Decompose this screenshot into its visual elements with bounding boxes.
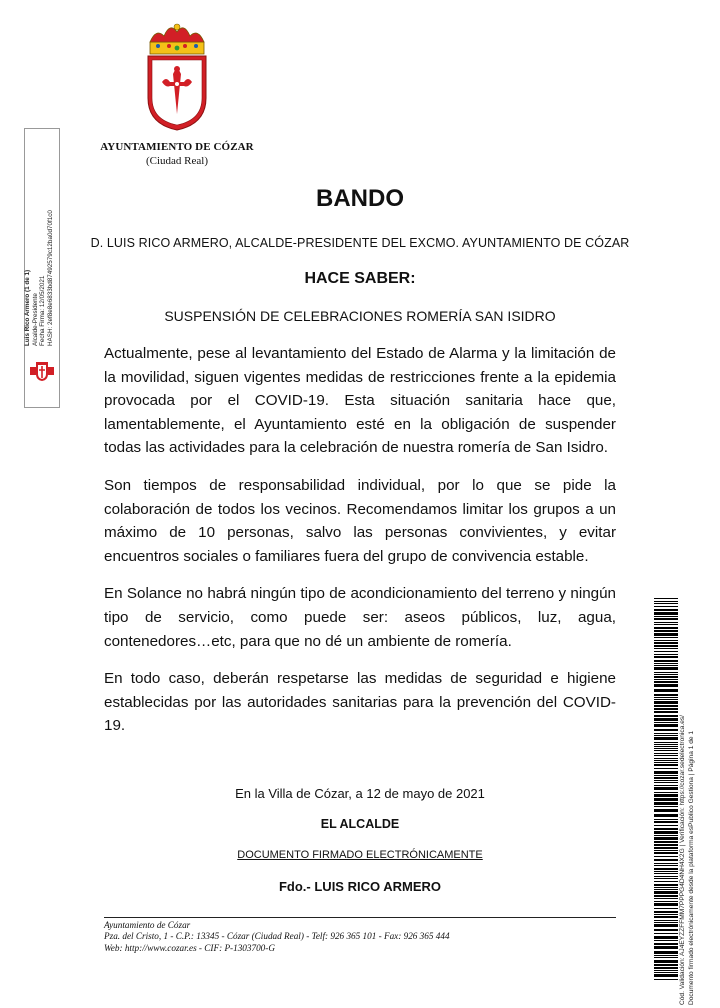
organization-name: AYUNTAMIENTO DE CÓZAR <box>100 141 254 153</box>
organization-subtitle: (Ciudad Real) <box>145 155 208 167</box>
subject-line: SUSPENSIÓN DE CELEBRACIONES ROMERÍA SAN ISIDRO <box>164 308 556 324</box>
footer-address: Pza. del Cristo, 1 - C.P.: 13345 - Cózar (Ciudad Real) - Telf: 926 365 101 - Fax: 926 365 444 <box>104 931 450 942</box>
signer-role: EL ALCALDE <box>320 817 400 831</box>
signed-note: DOCUMENTO FIRMADO ELECTRÓNICAMENTE <box>237 849 483 861</box>
footer-web: Web: http://www.cozar.es - CIF: P-1303700-G <box>104 942 275 953</box>
footer <box>104 920 450 954</box>
coat-of-arms-icon <box>144 22 210 132</box>
hace-saber-heading: HACE SABER: <box>304 270 416 287</box>
barcode-icon <box>654 598 678 980</box>
document-body <box>104 342 616 752</box>
paragraph: Actualmente, pese al levantamiento del Estado de Alarma y la limitación de la movilidad, siguen vigentes medidas de restricciones frente a la epidemia provocada por el COVID-19. Esta situación sanitaria hace que, lamentablemente, el Ayuntamiento esté en la obligación de suspender todas las actividades para la celebración de nuestra romería de San Isidro. <box>104 345 616 457</box>
signature-line: Fdo.- LUIS RICO ARMERO <box>278 879 441 894</box>
paragraph: En Solance no habrá ningún tipo de acondicionamiento del terreno y ningún tipo de servicio, como puede ser: aseos públicos, luz, agua, contenedores…etc, para que no dé un ambiente de romería. <box>104 585 616 650</box>
issuer-line: D. LUIS RICO ARMERO, ALCALDE-PRESIDENTE DEL EXCMO. AYUNTAMIENTO DE CÓZAR <box>90 236 630 250</box>
document-title: BANDO <box>316 185 404 212</box>
paragraph: Son tiempos de responsabilidad individual, por lo que se pide la colaboración de todos los vecinos. Recomendamos limitar los grupos a un máximo de 10 personas, salvo las personas convivientes, y evitar encuentros sociales o familiares fuera del grupo de convivencia estable. <box>104 476 616 565</box>
stamp-hash: HASH: 2ef8e8e6833bd87492579c12ba0d70f1c0 <box>46 210 54 346</box>
stamp-crest-icon <box>30 360 54 382</box>
place-date: En la Villa de Cózar, a 12 de mayo de 2021 <box>235 786 485 801</box>
footer-org: Ayuntamiento de Cózar <box>104 920 191 930</box>
verification-platform: Documento firmado electrónicamente desde la plataforma esPublico Gestiona | Página 1 de 1 <box>687 730 695 1005</box>
footer-divider <box>104 917 616 918</box>
verification-text <box>679 623 701 1005</box>
stamp-date: Fecha Firma: 12/05/2021 <box>39 275 46 346</box>
verification-code: Cód. Validación: AJ4EYZZFFMM7PPPG4D4NH4X2G | Verificación: https://cozar.sedelectronica.es/ <box>679 714 686 1005</box>
stamp-signer: Luis Rico Armero (1 de 1) <box>24 269 31 346</box>
stamp-role: Alcalde-Presidente <box>31 293 39 346</box>
paragraph: En todo caso, deberán respetarse las medidas de seguridad e higiene establecidas por las autoridades sanitarias para la prevención del COVID-19. <box>104 670 616 735</box>
